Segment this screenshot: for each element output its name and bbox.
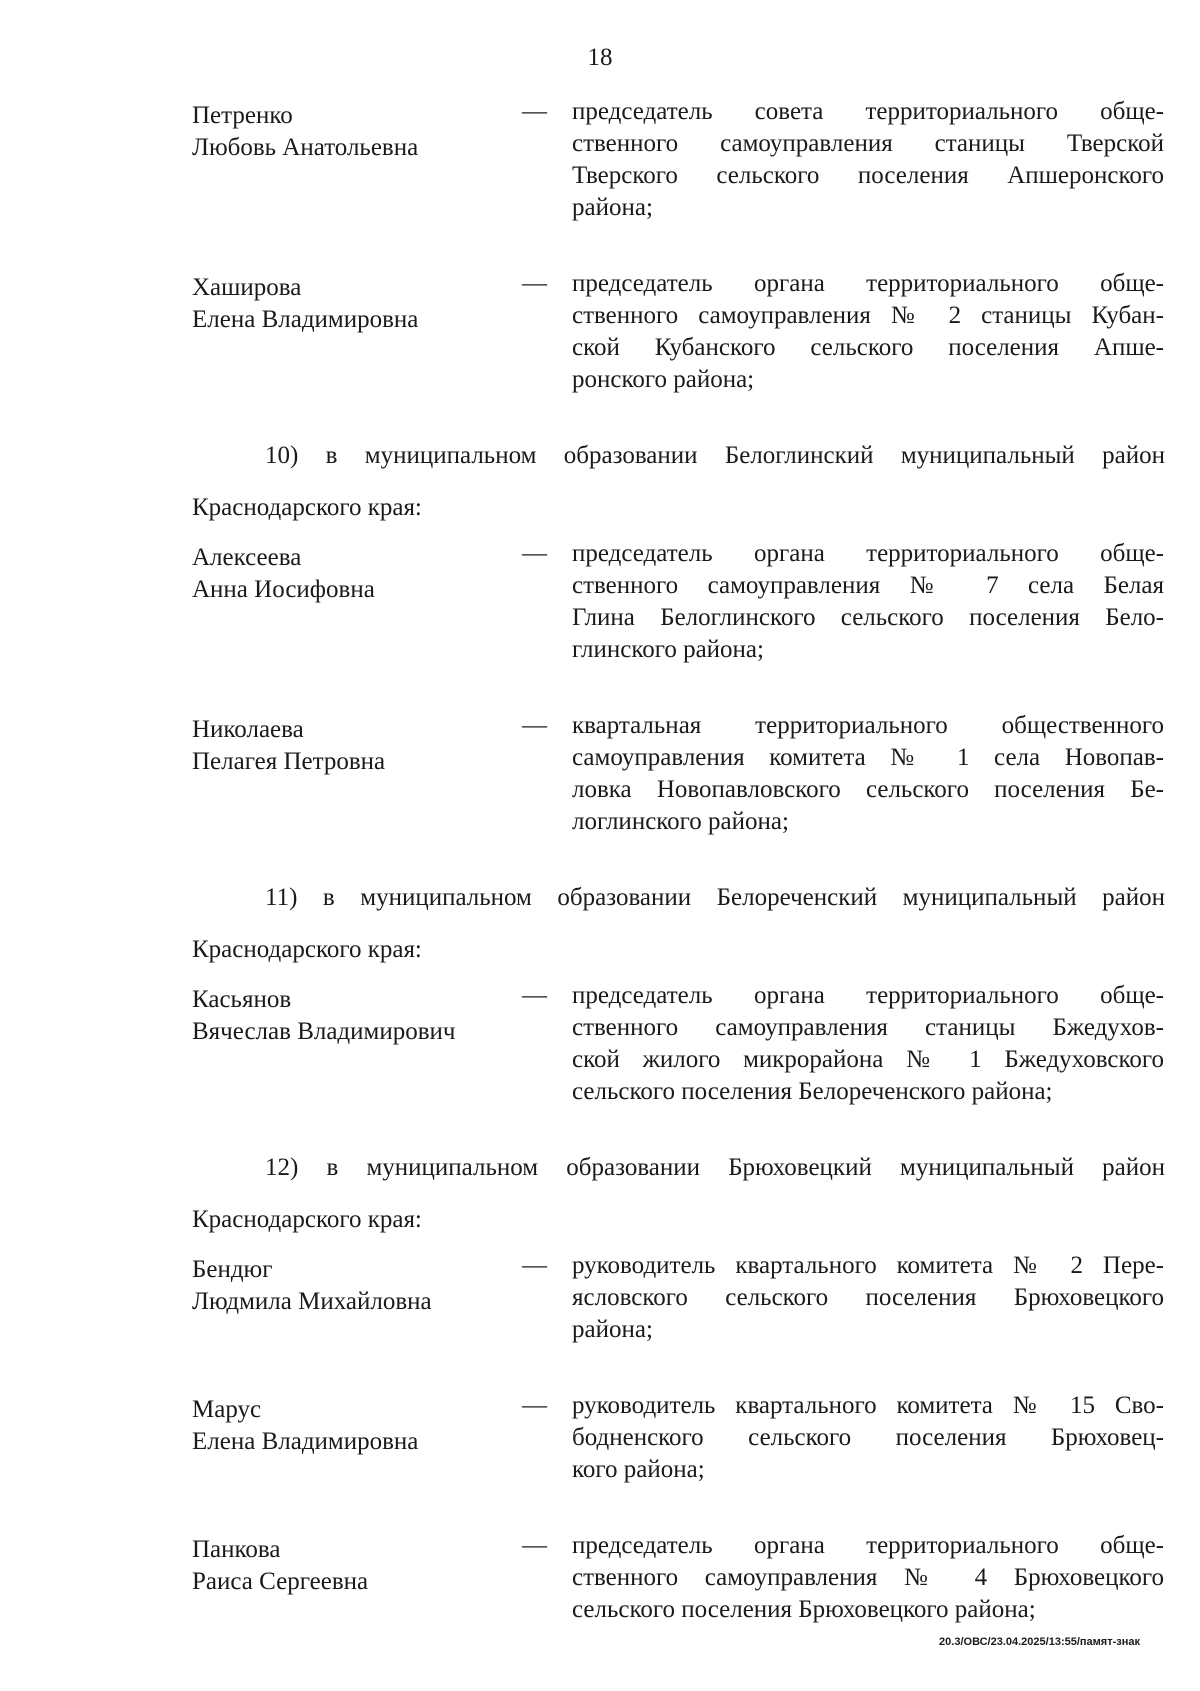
person-surname: Николаева [192,716,304,743]
position-line: председатель органа территориального обще- [572,270,1164,297]
person-entry [192,268,1164,396]
position-line: района; [572,194,653,221]
position-line: района; [572,1316,653,1343]
person-given-names: Раиса Сергеевна [192,1568,369,1595]
person-name [192,1530,522,1626]
position-line: ловка Новопавловского сельского поселения Бе- [572,776,1164,803]
section-heading-10: 10) в муниципальном образовании Белоглинский муниципальный район [265,442,1165,469]
entry-dash: — [522,982,547,1009]
entry-dash: — [522,712,547,739]
entries-group [0,96,1200,396]
person-position [572,96,1164,224]
position-line: сельского поселения Белореченского района; [572,1078,1053,1105]
section-continuation-12: Краснодарского края: [192,1206,422,1233]
entry-dash: — [522,1252,547,1279]
person-given-names: Пелагея Петровна [192,748,386,775]
position-line: руководитель квартального комитета № 2 Пере- [572,1252,1164,1279]
position-line: председатель органа территориального обще- [572,540,1164,567]
position-line: квартальная территориального общественного [572,712,1164,739]
document-footer-code: 20.3/ОВС/23.04.2025/13:55/памят-знак [939,1636,1140,1648]
person-name [192,268,522,396]
person-name [192,538,522,666]
position-line: ронского района; [572,366,755,393]
person-name [192,1390,522,1486]
person-name [192,710,522,838]
person-surname: Бендюг [192,1256,273,1283]
person-given-names: Любовь Анатольевна [192,134,419,161]
entry-dash: — [522,270,547,297]
section-heading-11: 11) в муниципальном образовании Белореченский муниципальный район [265,884,1165,911]
position-line: ясловского сельского поселения Брюховецкого [572,1284,1164,1311]
position-line: логлинского района; [572,808,789,835]
person-entry [192,538,1164,666]
person-given-names: Людмила Михайловна [192,1288,432,1315]
position-line: Глина Белоглинского сельского поселения Бело- [572,604,1164,631]
person-position [572,268,1164,396]
person-surname: Марус [192,1396,262,1423]
entries-group [0,538,1200,838]
person-entry [192,96,1164,224]
position-line: председатель органа территориального обще- [572,982,1164,1009]
person-position [572,980,1164,1108]
position-line: председатель совета территориального обще- [572,98,1164,125]
position-line: ственного самоуправления № 4 Брюховецкого [572,1564,1164,1591]
position-line: кого района; [572,1456,705,1483]
position-line: ственного самоуправления станицы Бжедухов- [572,1014,1164,1041]
person-given-names: Анна Иосифовна [192,576,375,603]
entries-group [0,1250,1200,1626]
person-surname: Хаширова [192,274,302,301]
section-continuation-11: Краснодарского края: [192,936,422,963]
person-name [192,1250,522,1346]
person-name [192,96,522,224]
entry-dash: — [522,1532,547,1559]
position-line: ственного самоуправления № 7 села Белая [572,572,1164,599]
position-line: ственного самоуправления № 2 станицы Кубан- [572,302,1164,329]
position-line: глинского района; [572,636,764,663]
person-surname: Алексеева [192,544,302,571]
person-position [572,1250,1164,1346]
entry-dash: — [522,540,547,567]
person-entry [192,1390,1164,1486]
person-position [572,1390,1164,1486]
position-line: ской жилого микрорайона № 1 Бжедуховского [572,1046,1164,1073]
person-given-names: Елена Владимировна [192,306,419,333]
person-position [572,1530,1164,1626]
person-entry [192,1530,1164,1626]
person-position [572,538,1164,666]
position-line: председатель органа территориального обще- [572,1532,1164,1559]
position-line: бодненского сельского поселения Брюховец- [572,1424,1164,1451]
position-line: руководитель квартального комитета № 15 Сво- [572,1392,1164,1419]
entry-dash: — [522,98,547,125]
page-number: 18 [587,44,613,71]
person-entry [192,710,1164,838]
person-position [572,710,1164,838]
position-line: сельского поселения Брюховецкого района; [572,1596,1036,1623]
person-entry [192,980,1164,1108]
position-line: самоуправления комитета № 1 села Новопав- [572,744,1164,771]
person-given-names: Вячеслав Владимирович [192,1018,456,1045]
person-given-names: Елена Владимировна [192,1428,419,1455]
position-line: Тверского сельского поселения Апшеронского [572,162,1164,189]
person-surname: Панкова [192,1536,281,1563]
entry-dash: — [522,1392,547,1419]
entries-group [0,980,1200,1108]
section-continuation-10: Краснодарского края: [192,494,422,521]
person-name [192,980,522,1108]
person-entry [192,1250,1164,1346]
position-line: ской Кубанского сельского поселения Апше- [572,334,1164,361]
person-surname: Петренко [192,102,293,129]
position-line: ственного самоуправления станицы Тверской [572,130,1164,157]
document-body [0,96,1200,1626]
section-heading-12: 12) в муниципальном образовании Брюховецкий муниципальный район [265,1154,1165,1181]
person-surname: Касьянов [192,986,292,1013]
